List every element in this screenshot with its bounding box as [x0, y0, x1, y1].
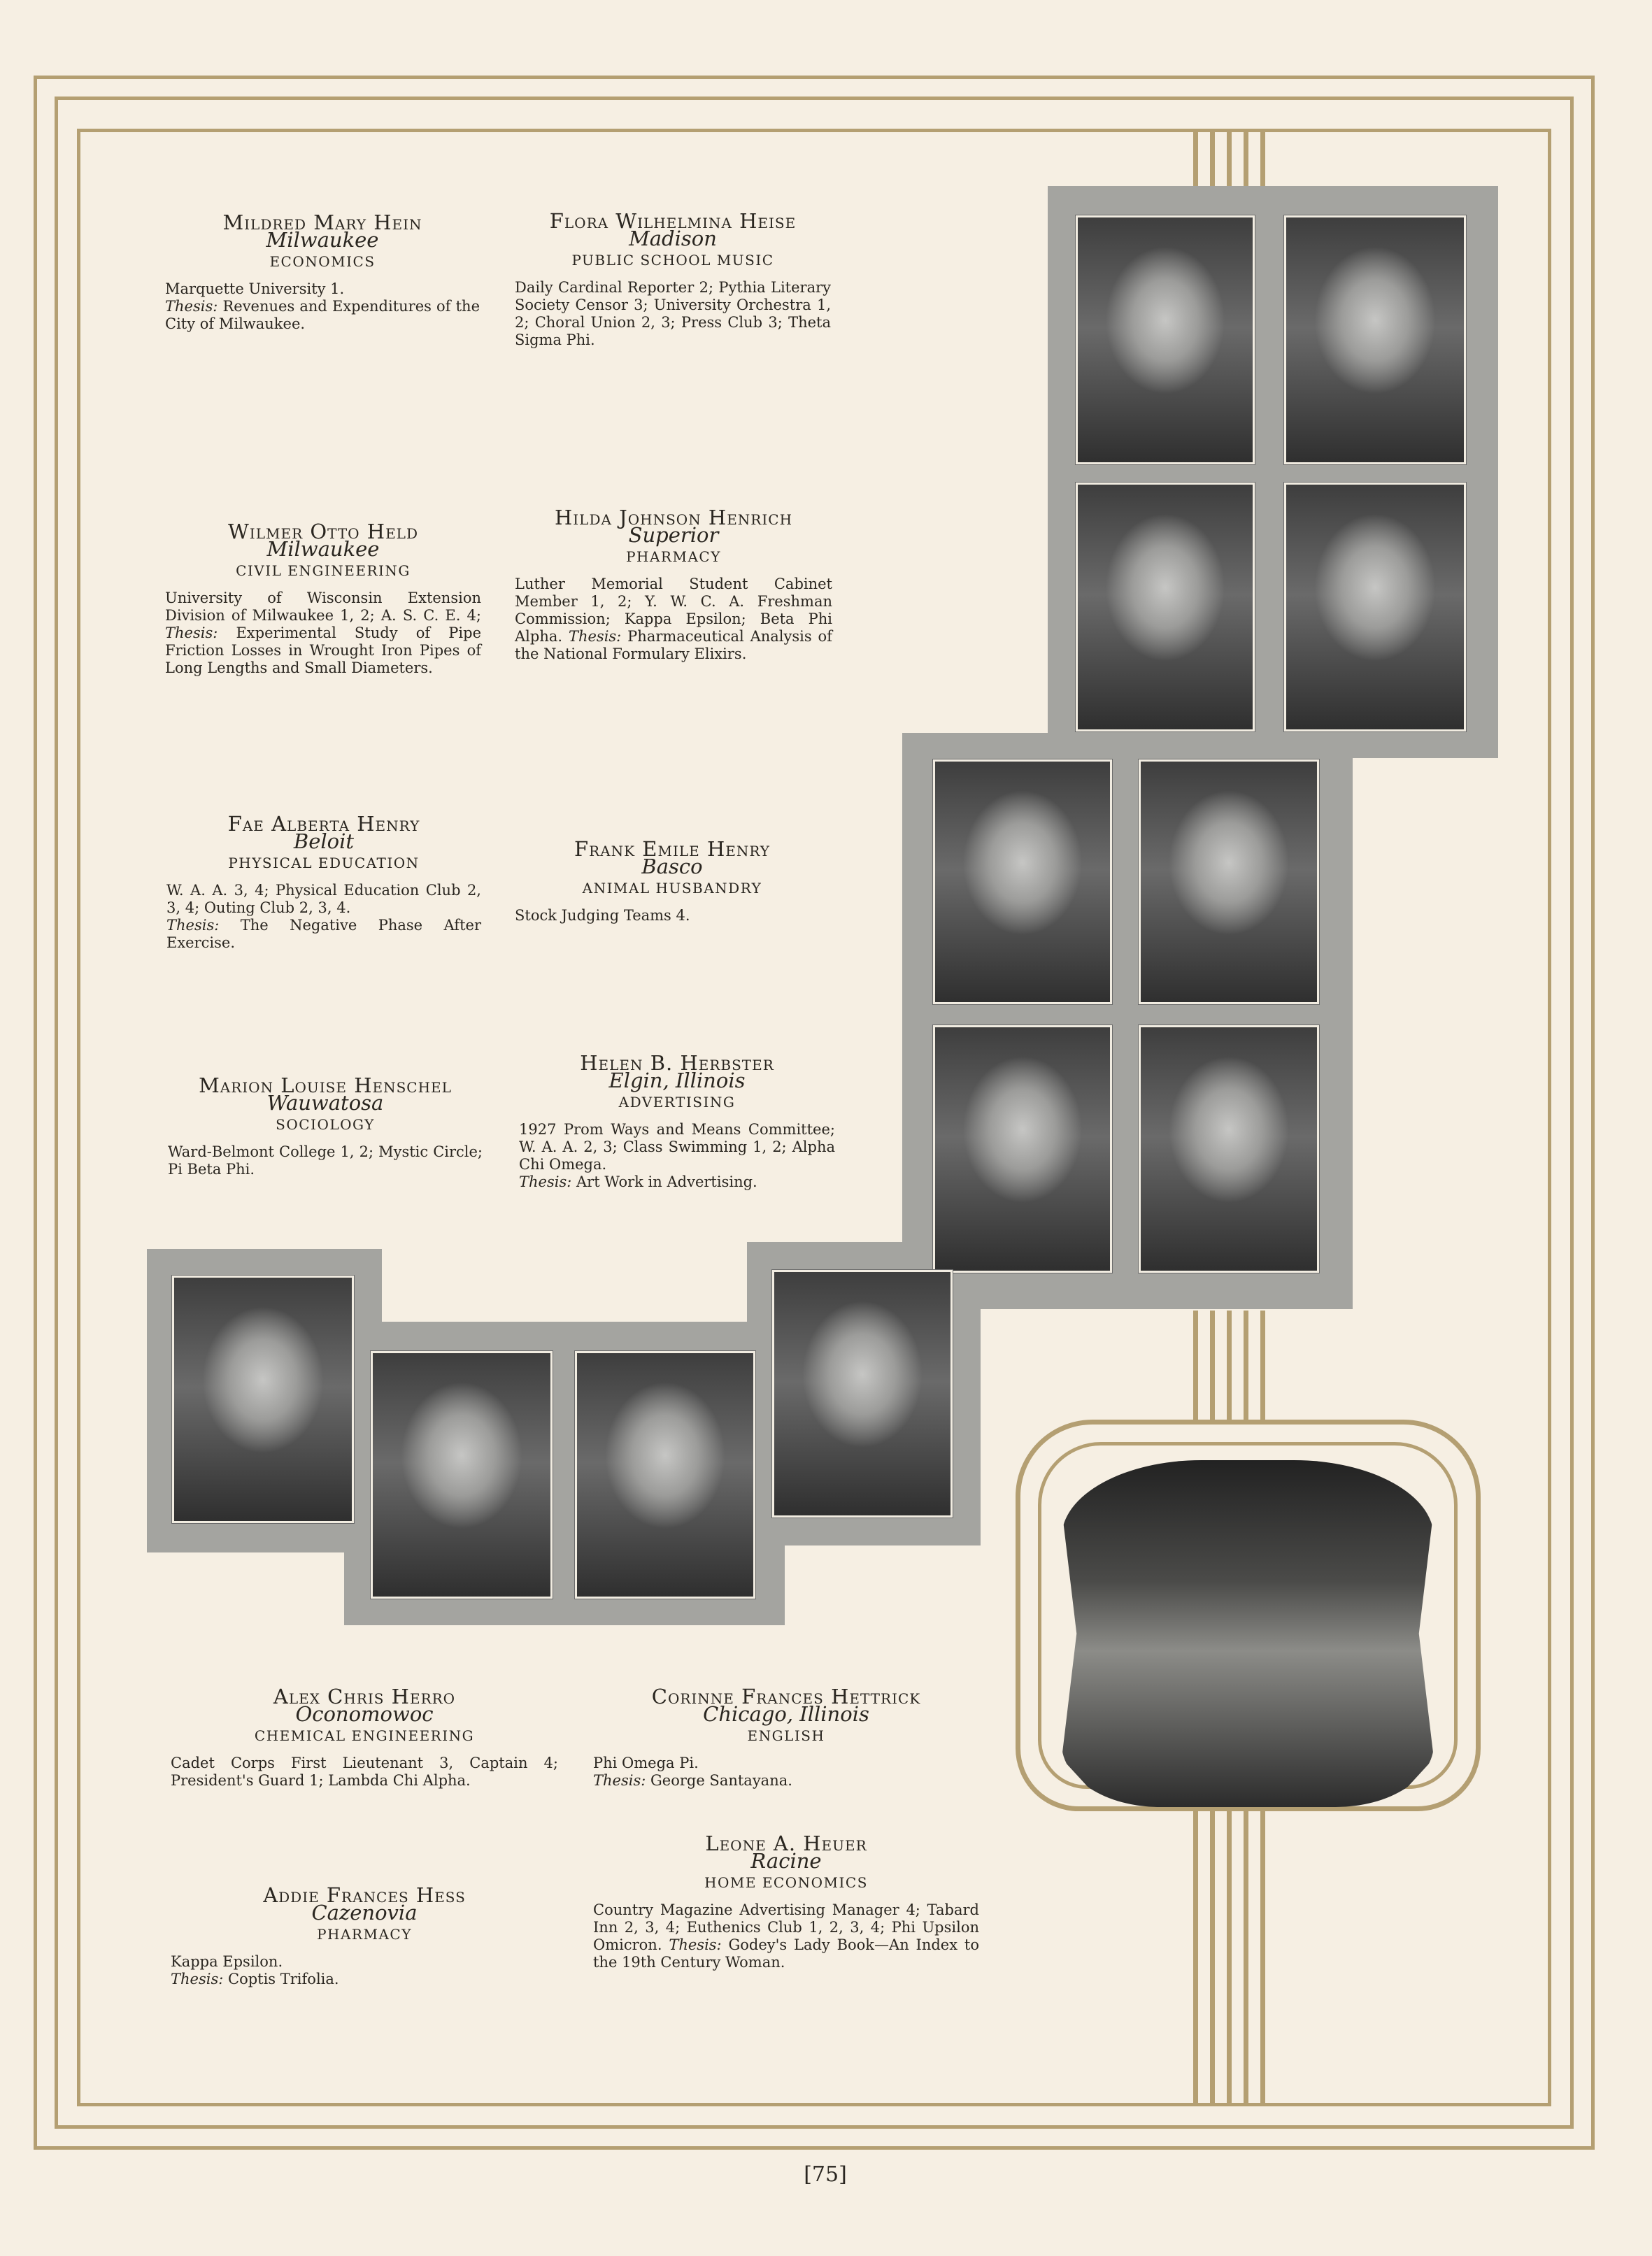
student-hometown: Milwaukee	[266, 537, 380, 561]
ornament-bar	[1227, 1808, 1232, 2106]
student-major: ECONOMICS	[269, 253, 376, 270]
student-name: Leone A. Heuer	[705, 1832, 867, 1855]
bio-herbster	[519, 1051, 835, 1191]
student-activities: 1927 Prom Ways and Means Committee; W. A. A. 2, 3; Class Swimming 1, 2; Alpha Chi Omega. Thesis: Art Work in Advertising.	[519, 1121, 835, 1190]
student-hometown: Madison	[629, 227, 717, 250]
student-major: ANIMAL HUSBANDRY	[582, 880, 762, 897]
campus-building-photo	[1062, 1460, 1434, 1807]
ornament-bar	[1244, 1311, 1248, 1422]
student-name: Wilmer Otto Held	[228, 520, 418, 543]
student-name: Addie Frances Hess	[263, 1883, 466, 1907]
ornament-bar	[1210, 1808, 1215, 2106]
student-major: PUBLIC SCHOOL MUSIC	[571, 252, 774, 269]
ornament-bar	[1210, 129, 1215, 187]
portrait-henschel	[933, 1025, 1112, 1273]
student-hometown: Wauwatosa	[266, 1091, 384, 1115]
student-name: Frank Emile Henry	[574, 837, 770, 861]
portrait-hettrick	[371, 1351, 553, 1599]
student-major: PHARMACY	[317, 1926, 412, 1943]
student-name: Alex Chris Herro	[273, 1685, 456, 1708]
ornament-bar	[1193, 1808, 1198, 2106]
ornament-bar	[1244, 129, 1248, 187]
student-activities: University of Wisconsin Extension Division of Milwaukee 1, 2; A. S. C. E. 4; Thesis: Experimental Study of Pipe Friction Losses in Wrought Iron Pipes of Long Lengths and Small Diameters.	[165, 590, 481, 676]
portrait-hess	[575, 1351, 755, 1599]
page-number: [75]	[804, 2162, 847, 2187]
bio-heise	[515, 209, 831, 349]
portrait-henrich	[1284, 483, 1466, 731]
student-activities: Stock Judging Teams 4.	[515, 907, 690, 924]
portrait-herro	[172, 1276, 354, 1523]
student-name: Corinne Frances Hettrick	[651, 1685, 921, 1708]
bio-heuer	[593, 1832, 979, 1971]
student-name: Hilda Johnson Henrich	[554, 506, 793, 529]
portrait-heise	[1284, 215, 1466, 464]
student-activities: Marquette University 1. Thesis: Revenues and Expenditures of the City of Milwaukee.	[165, 280, 480, 332]
student-activities: Ward-Belmont College 1, 2; Mystic Circle; Pi Beta Phi.	[168, 1143, 483, 1178]
portrait-herbster	[1139, 1025, 1319, 1273]
student-name: Helen B. Herbster	[580, 1051, 774, 1075]
portrait-heuer	[772, 1270, 953, 1518]
student-major: CHEMICAL ENGINEERING	[254, 1727, 475, 1744]
portrait-fae-henry	[933, 759, 1112, 1004]
student-activities: Phi Omega Pi. Thesis: George Santayana.	[593, 1755, 792, 1789]
student-major: PHYSICAL EDUCATION	[228, 855, 420, 871]
ornament-bar	[1260, 1311, 1265, 1422]
student-name: Mildred Mary Hein	[222, 210, 422, 234]
student-hometown: Oconomowoc	[295, 1702, 434, 1726]
student-activities: Kappa Epsilon. Thesis: Coptis Trifolia.	[171, 1953, 339, 1987]
student-hometown: Beloit	[293, 829, 355, 853]
bio-held	[165, 520, 481, 677]
student-hometown: Elgin, Illinois	[608, 1069, 746, 1092]
bio-hess	[171, 1883, 558, 1988]
portrait-held	[1076, 483, 1255, 731]
ornament-bar	[1210, 1311, 1215, 1422]
student-major: SOCIOLOGY	[276, 1116, 375, 1133]
student-hometown: Basco	[641, 855, 703, 878]
ornament-bar	[1193, 129, 1198, 187]
ornament-bar	[1260, 1808, 1265, 2106]
student-activities: W. A. A. 3, 4; Physical Education Club 2, 3, 4; Outing Club 2, 3, 4. Thesis: The Negative Phase After Exercise.	[166, 882, 481, 951]
student-activities: Country Magazine Advertising Manager 4; Tabard Inn 2, 3, 4; Euthenics Club 1, 2, 3, 4; Phi Upsilon Omicron. Thesis: Godey's Lady Book—An Index to the 19th Century Woman.	[593, 1901, 979, 1971]
bio-henrich	[515, 506, 832, 663]
student-major: PHARMACY	[626, 548, 721, 565]
student-major: ENGLISH	[747, 1727, 825, 1744]
student-name: Flora Wilhelmina Heise	[549, 209, 797, 233]
student-hometown: Milwaukee	[266, 228, 379, 252]
ornament-bar	[1193, 1311, 1198, 1422]
portrait-hein	[1076, 215, 1255, 464]
student-hometown: Cazenovia	[311, 1901, 418, 1925]
ornament-bar	[1227, 1311, 1232, 1422]
bio-henschel	[168, 1073, 483, 1178]
student-name: Marion Louise Henschel	[199, 1073, 452, 1097]
portrait-frank-henry	[1139, 759, 1319, 1004]
ornament-bar	[1227, 129, 1232, 187]
student-activities: Cadet Corps First Lieutenant 3, Captain 4; President's Guard 1; Lambda Chi Alpha.	[171, 1755, 558, 1789]
bio-hein	[165, 210, 480, 333]
bio-herro	[171, 1685, 558, 1790]
bio-fae-henry	[166, 812, 481, 952]
student-hometown: Racine	[750, 1849, 822, 1873]
bio-frank-henry	[515, 837, 829, 924]
student-major: CIVIL ENGINEERING	[236, 562, 411, 579]
student-activities: Daily Cardinal Reporter 2; Pythia Literary Society Censor 3; University Orchestra 1, 2; Choral Union 2, 3; Press Club 3; Theta Sigma Phi.	[515, 279, 831, 348]
student-major: HOME ECONOMICS	[704, 1874, 868, 1891]
student-hometown: Superior	[628, 523, 719, 547]
ornament-bar	[1244, 1808, 1248, 2106]
student-activities: Luther Memorial Student Cabinet Member 1, 2; Y. W. C. A. Freshman Commission; Kappa Epsilon; Beta Phi Alpha. Thesis: Pharmaceutical Analysis of the National Formulary Elixirs.	[515, 576, 832, 662]
student-major: ADVERTISING	[618, 1094, 736, 1111]
student-hometown: Chicago, Illinois	[703, 1702, 869, 1726]
ornament-bar	[1260, 129, 1265, 187]
student-name: Fae Alberta Henry	[227, 812, 420, 836]
bio-hettrick	[593, 1685, 979, 1790]
